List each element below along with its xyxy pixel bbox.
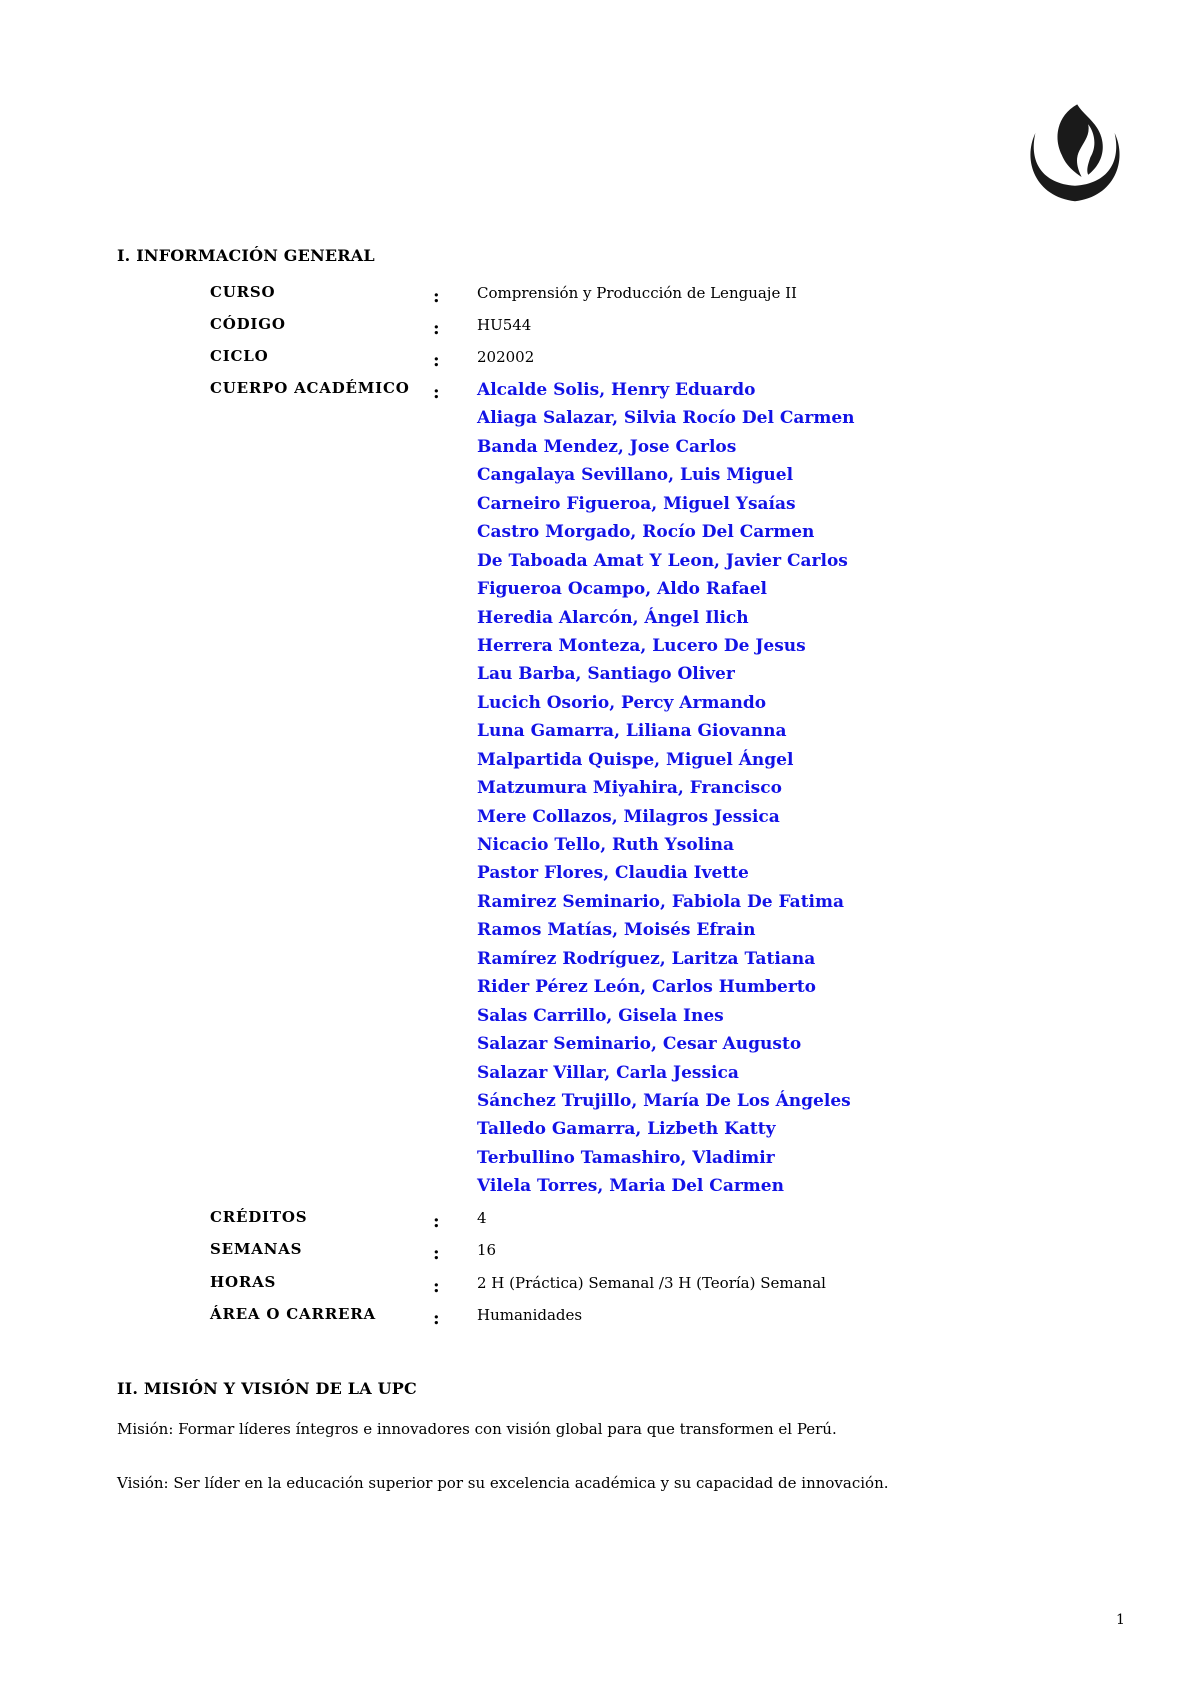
faculty-member: Pastor Flores, Claudia Ivette [477,863,749,884]
codigo-label: CÓDIGO [210,315,286,333]
faculty-member: Figueroa Ocampo, Aldo Rafael [477,579,767,600]
faculty-member: Nicacio Tello, Ruth Ysolina [477,835,734,855]
faculty-member: Cangalaya Sevillano, Luis Miguel [477,465,794,486]
faculty-member: Sánchez Trujillo, María De Los Ángeles [477,1090,851,1111]
area-carrera-label: ÁREA O CARRERA [210,1305,376,1323]
ciclo-colon: : [433,350,440,371]
faculty-member: Talledo Gamarra, Lizbeth Katty [477,1119,776,1140]
upc-logo-graphic [1020,100,1130,210]
mision-text: Misión: Formar líderes íntegros e innovadores con visión global para que transformen el Perú. [117,1420,837,1438]
faculty-member: Salazar Seminario, Cesar Augusto [477,1034,802,1055]
faculty-member: Lucich Osorio, Percy Armando [477,692,767,713]
cuerpo-academico-colon: : [433,382,440,403]
semanas-label: SEMANAS [210,1240,303,1258]
faculty-member: Malpartida Quispe, Miguel Ángel [477,749,794,770]
codigo-colon: : [433,318,440,339]
faculty-member: Rider Pérez León, Carlos Humberto [477,977,817,998]
faculty-member: Heredia Alarcón, Ángel Ilich [477,607,749,628]
horas-colon: : [433,1276,440,1297]
faculty-member: Banda Mendez, Jose Carlos [477,436,737,457]
horas-label: HORAS [210,1273,277,1291]
faculty-member: Terbullino Tamashiro, Vladimir [477,1147,775,1168]
creditos-value: 4 [477,1209,487,1227]
faculty-member: Luna Gamarra, Liliana Giovanna [477,721,787,742]
cuerpo-academico-label: CUERPO ACADÉMICO [210,379,410,397]
faculty-member: Salazar Villar, Carla Jessica [477,1062,739,1083]
section-2-title: II. MISIÓN Y VISIÓN DE LA UPC [117,1379,417,1398]
faculty-member: Ramos Matías, Moisés Efrain [477,920,756,941]
curso-value: Comprensión y Producción de Lenguaje II [477,284,797,302]
faculty-member: Vilela Torres, Maria Del Carmen [477,1176,784,1197]
upc-logo-icon [1020,100,1130,210]
area-carrera-value: Humanidades [477,1306,583,1324]
curso-label: CURSO [210,283,276,301]
curso-colon: : [433,286,440,307]
faculty-member: Herrera Monteza, Lucero De Jesus [477,635,806,656]
faculty-member: Carneiro Figueroa, Miguel Ysaías [477,493,796,514]
faculty-member: Ramírez Rodríguez, Laritza Tatiana [477,948,816,969]
faculty-member: De Taboada Amat Y Leon, Javier Carlos [477,550,848,571]
horas-value: 2 H (Práctica) Semanal /3 H (Teoría) Semanal [477,1274,826,1292]
semanas-colon: : [433,1243,440,1264]
faculty-member: Ramirez Seminario, Fabiola De Fatima [477,891,845,912]
faculty-member: Salas Carrillo, Gisela Ines [477,1005,724,1026]
faculty-member: Aliaga Salazar, Silvia Rocío Del Carmen [477,408,855,429]
codigo-value: HU544 [477,316,532,334]
faculty-list [477,380,855,1205]
section-1-title: I. INFORMACIÓN GENERAL [117,246,375,265]
area-carrera-colon: : [433,1308,440,1329]
faculty-member: Lau Barba, Santiago Oliver [477,664,735,685]
faculty-member: Matzumura Miyahira, Francisco [477,778,782,799]
ciclo-label: CICLO [210,347,269,365]
creditos-label: CRÉDITOS [210,1208,308,1226]
vision-text: Visión: Ser líder en la educación superior por su excelencia académica y su capacidad de innovación. [117,1474,889,1492]
faculty-member: Alcalde Solis, Henry Eduardo [477,380,756,400]
semanas-value: 16 [477,1241,497,1259]
creditos-colon: : [433,1211,440,1232]
faculty-member: Mere Collazos, Milagros Jessica [477,806,780,827]
faculty-member: Castro Morgado, Rocío Del Carmen [477,522,815,543]
logo-flame [1057,104,1102,177]
page-number: 1 [1116,1612,1125,1628]
ciclo-value: 202002 [477,348,535,366]
